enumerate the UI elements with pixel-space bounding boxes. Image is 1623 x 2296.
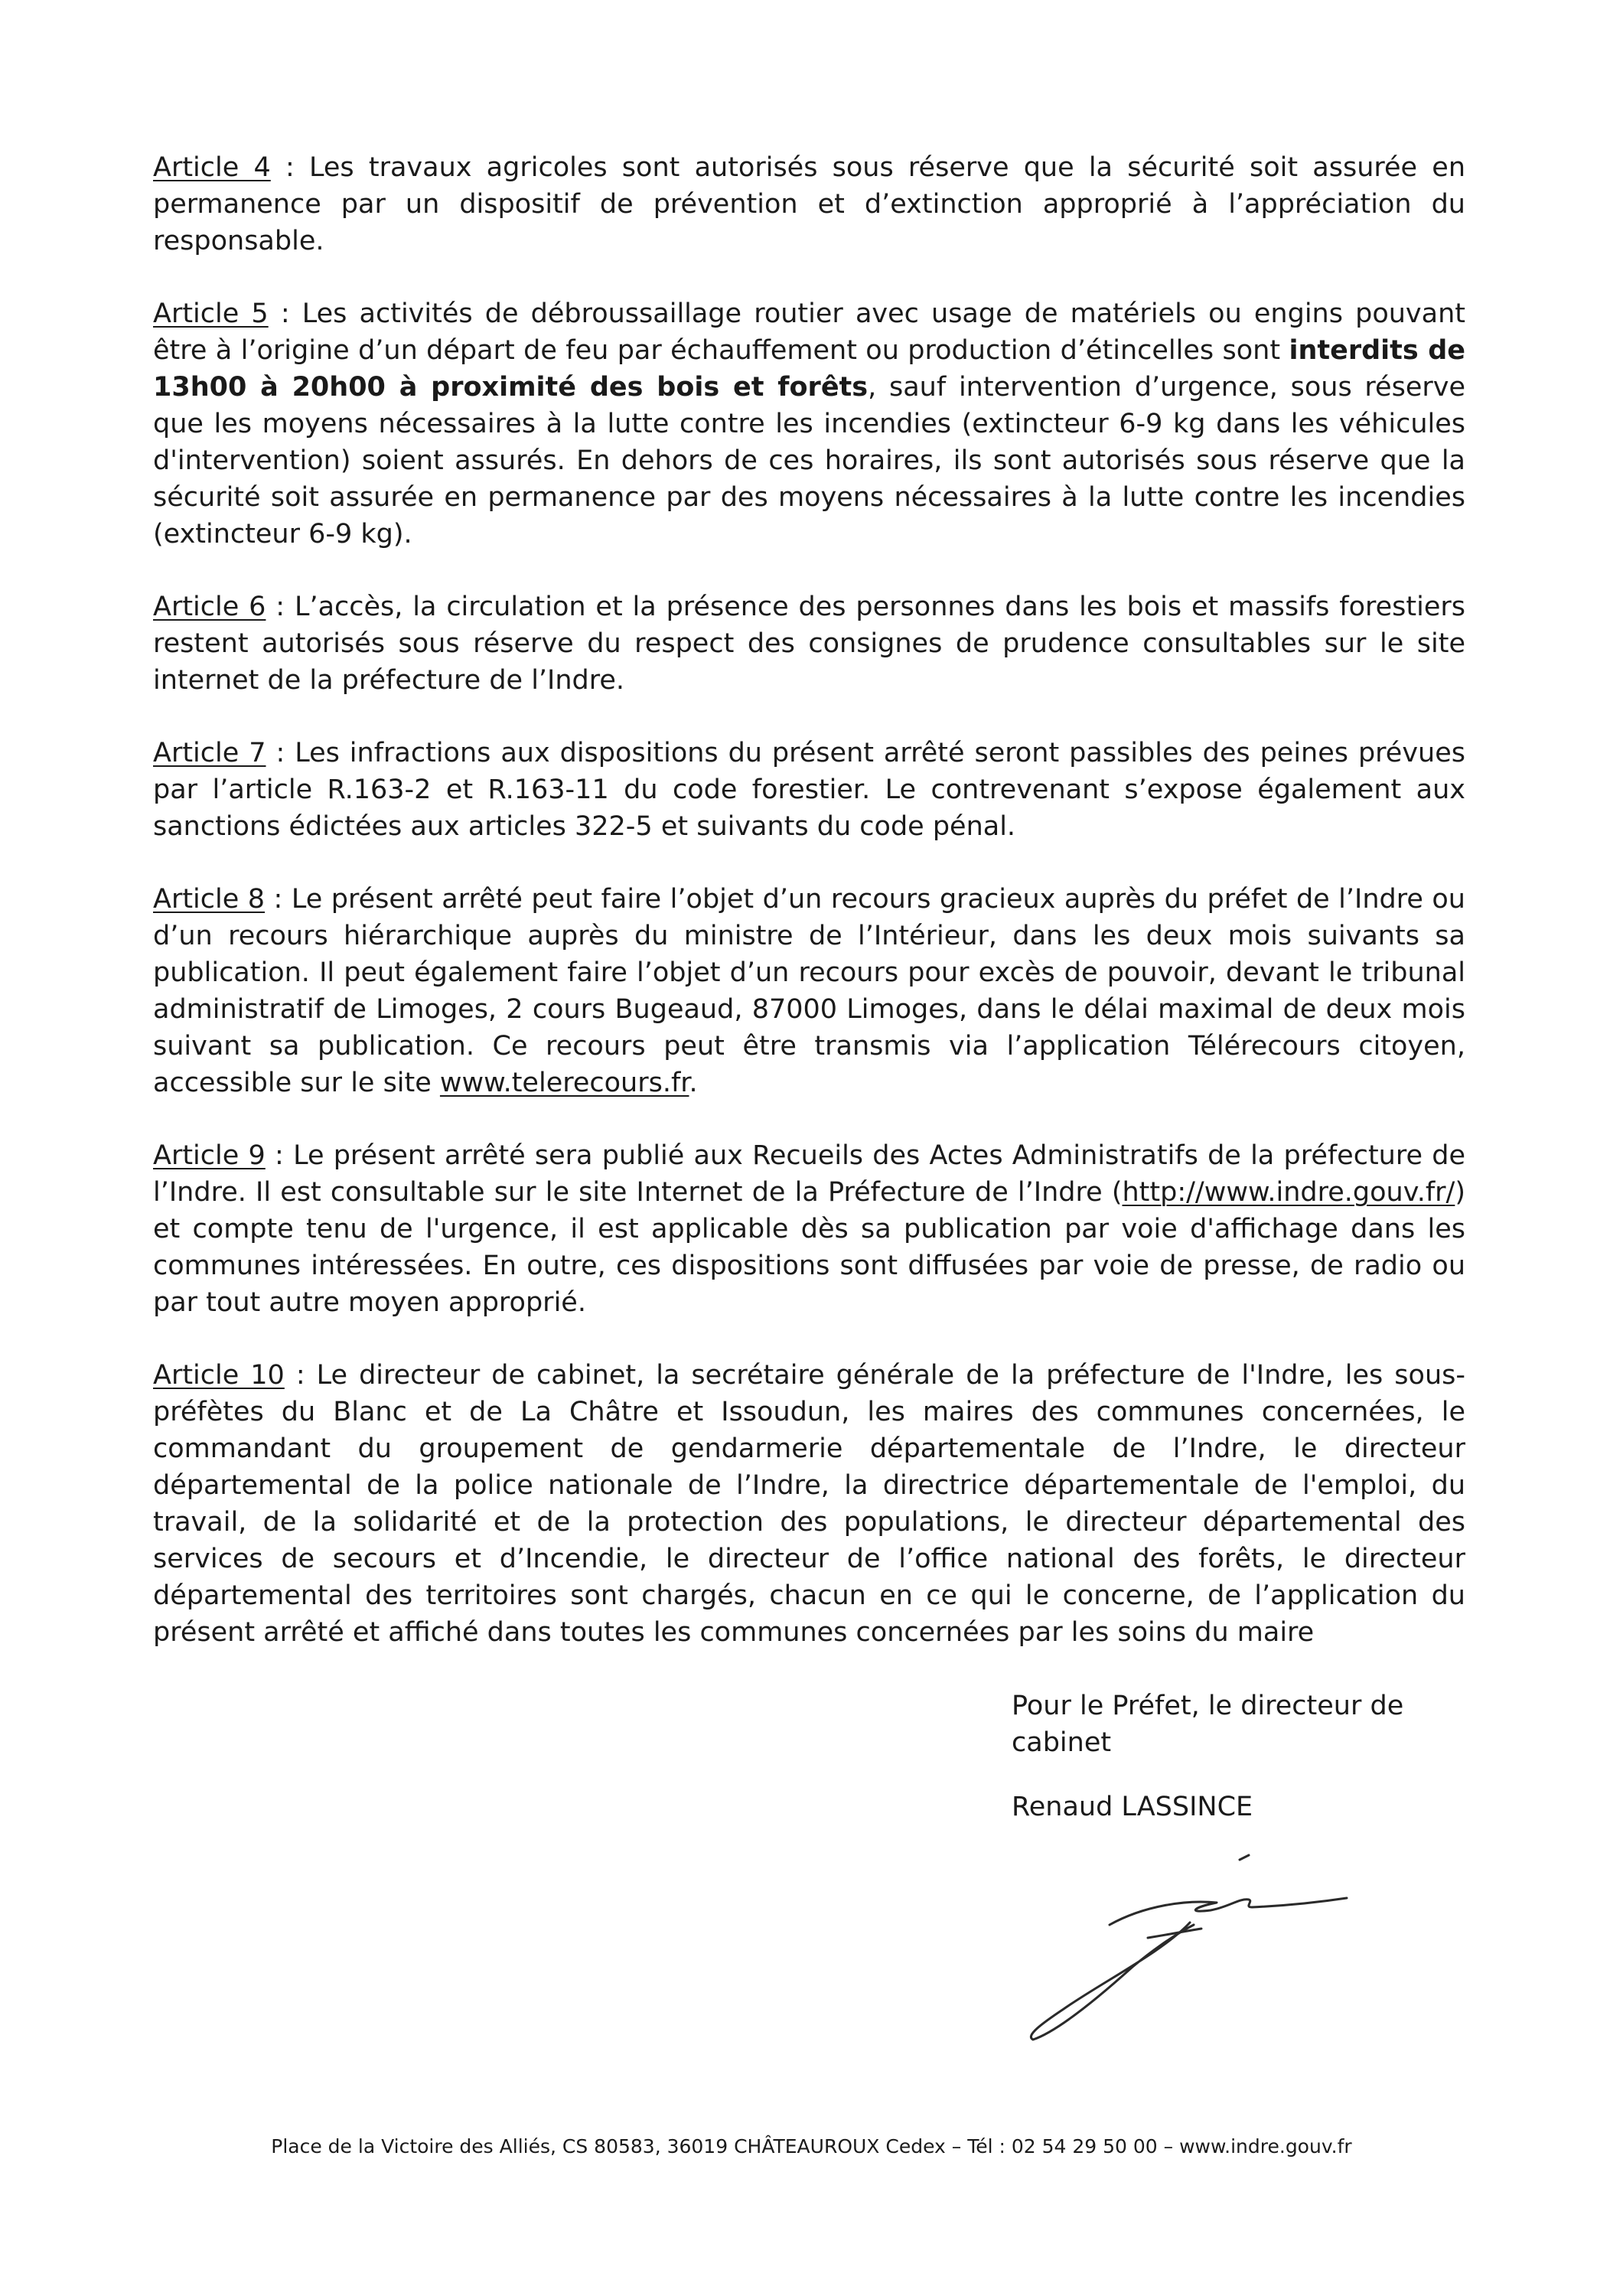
handwritten-signature-image (1010, 1852, 1377, 2051)
article-4-text: Les travaux agricoles sont autorisés sous réserve que la sécurité soit assurée en permanence par un dispositif de prévention et d’extinction approprié à l’appréciation du responsable. (153, 152, 1466, 256)
article-4-label: Article 4 (153, 152, 271, 183)
article-8-text-before: Le présent arrêté peut faire l’objet d’un recours gracieux auprès du préfet de l’Indre ou d’un recours hiérarchique auprès du ministre de l’Intérieur, dans les deux mois suivants sa publication. Il peut également faire l’objet d’un recours pour excès de pouvoir, devant le tribunal administratif de Limoges, 2 cours Bugeaud, 87000 Limoges, dans le délai maximal de deux mois suivant sa publication. Ce recours peut être transmis via l’application Télérecours citoyen, accessible sur le site (153, 884, 1465, 1098)
article-10-label: Article 10 (153, 1360, 285, 1391)
article-4-separator: : (270, 152, 309, 183)
article-10-text: Le directeur de cabinet, la secrétaire générale de la préfecture de l'Indre, les sous-préfètes du Blanc et de La Châtre et Issoudun, les maires des communes concernées, le commandant du groupement de gendarmerie départementale de l’Indre, le directeur départemental de la police nationale de l’Indre, la directrice départementale de l'emploi, du travail, de la solidarité et de la protection des populations, le directeur départemental des services de secours et d’Incendie, le directeur de l’office national des forêts, le directeur départemental des territoires sont chargés, chacun en ce qui le concerne, de l’application du présent arrêté et affiché dans toutes les communes concernées par les soins du maire (153, 1360, 1465, 1648)
article-7-separator: : (266, 738, 295, 768)
article-6-separator: : (266, 592, 295, 622)
article-6-text: L’accès, la circulation et la présence des personnes dans les bois et massifs forestiers restent autorisés sous réserve du respect des consignes de prudence consultables sur le site internet de la préfecture de l’Indre. (153, 592, 1465, 696)
article-6-label: Article 6 (153, 592, 266, 622)
article-7-text: Les infractions aux dispositions du présent arrêté seront passibles des peines prévues par l’article R.163-2 et R.163-11 du code forestier. Le contrevenant s’expose également aux sanctions édictées aux articles 322-5 et suivants du code pénal. (153, 738, 1465, 842)
article-5-separator: : (268, 298, 302, 329)
article-10-separator: : (284, 1360, 317, 1391)
signature-block (1012, 1688, 1440, 1825)
article-5-bold-text: interdits de 13h00 à 20h00 à proximité des bois et forêts (153, 335, 1465, 403)
article-6 (153, 589, 1465, 699)
article-9 (153, 1137, 1465, 1321)
article-5-text-before: Les activités de débroussaillage routier avec usage de matériels ou engins pouvant être à l’origine d’un départ de feu par échauffement ou production d’étincelles sont (153, 298, 1465, 366)
article-9-label: Article 9 (153, 1140, 266, 1171)
article-8-text-after: . (689, 1068, 698, 1098)
article-5-text-after: , sauf intervention d’urgence, sous réserve que les moyens nécessaires à la lutte contre les incendies (extincteur 6-9 kg dans les véhicules d'intervention) soient assurés. En dehors de ces horaires, ils sont autorisés sous réserve que la sécurité soit assurée en permanence par des moyens nécessaires à la lutte contre les incendies (extincteur 6-9 kg). (153, 372, 1465, 550)
article-9-text-before: Le présent arrêté sera publié aux Recueils des Actes Administratifs de la préfecture de l’Indre. Il est consultable sur le site Internet de la Préfecture de l’Indre ( (153, 1140, 1465, 1208)
article-7 (153, 735, 1465, 845)
signatory-title: Pour le Préfet, le directeur de cabinet (1012, 1691, 1404, 1758)
article-9-separator: : (265, 1140, 294, 1171)
article-8-label: Article 8 (153, 884, 266, 915)
article-4 (153, 149, 1465, 259)
article-7-label: Article 7 (153, 738, 266, 768)
prefecture-website-link[interactable]: http://www.indre.gouv.fr/ (1122, 1177, 1455, 1208)
footer-contact: Place de la Victoire des Alliés, CS 80583, 36019 CHÂTEAUROUX Cedex – Tél : 02 54 29 50 00 – www.indre.gouv.fr (271, 2135, 1352, 2157)
signatory-name: Renaud LASSINCE (1012, 1792, 1253, 1822)
article-5-label: Article 5 (153, 298, 269, 329)
document-body (153, 149, 1465, 1687)
article-8-separator: : (265, 884, 292, 915)
article-5 (153, 295, 1465, 553)
article-9-text-after: ) et compte tenu de l'urgence, il est applicable dès sa publication par voie d'affichage dans les communes intéressées. En outre, ces dispositions sont diffusées par voie de presse, de radio ou par tout autre moyen approprié. (153, 1177, 1465, 1318)
article-8 (153, 881, 1465, 1101)
telerecours-link[interactable]: www.telerecours.fr (439, 1068, 689, 1098)
article-10 (153, 1357, 1465, 1651)
